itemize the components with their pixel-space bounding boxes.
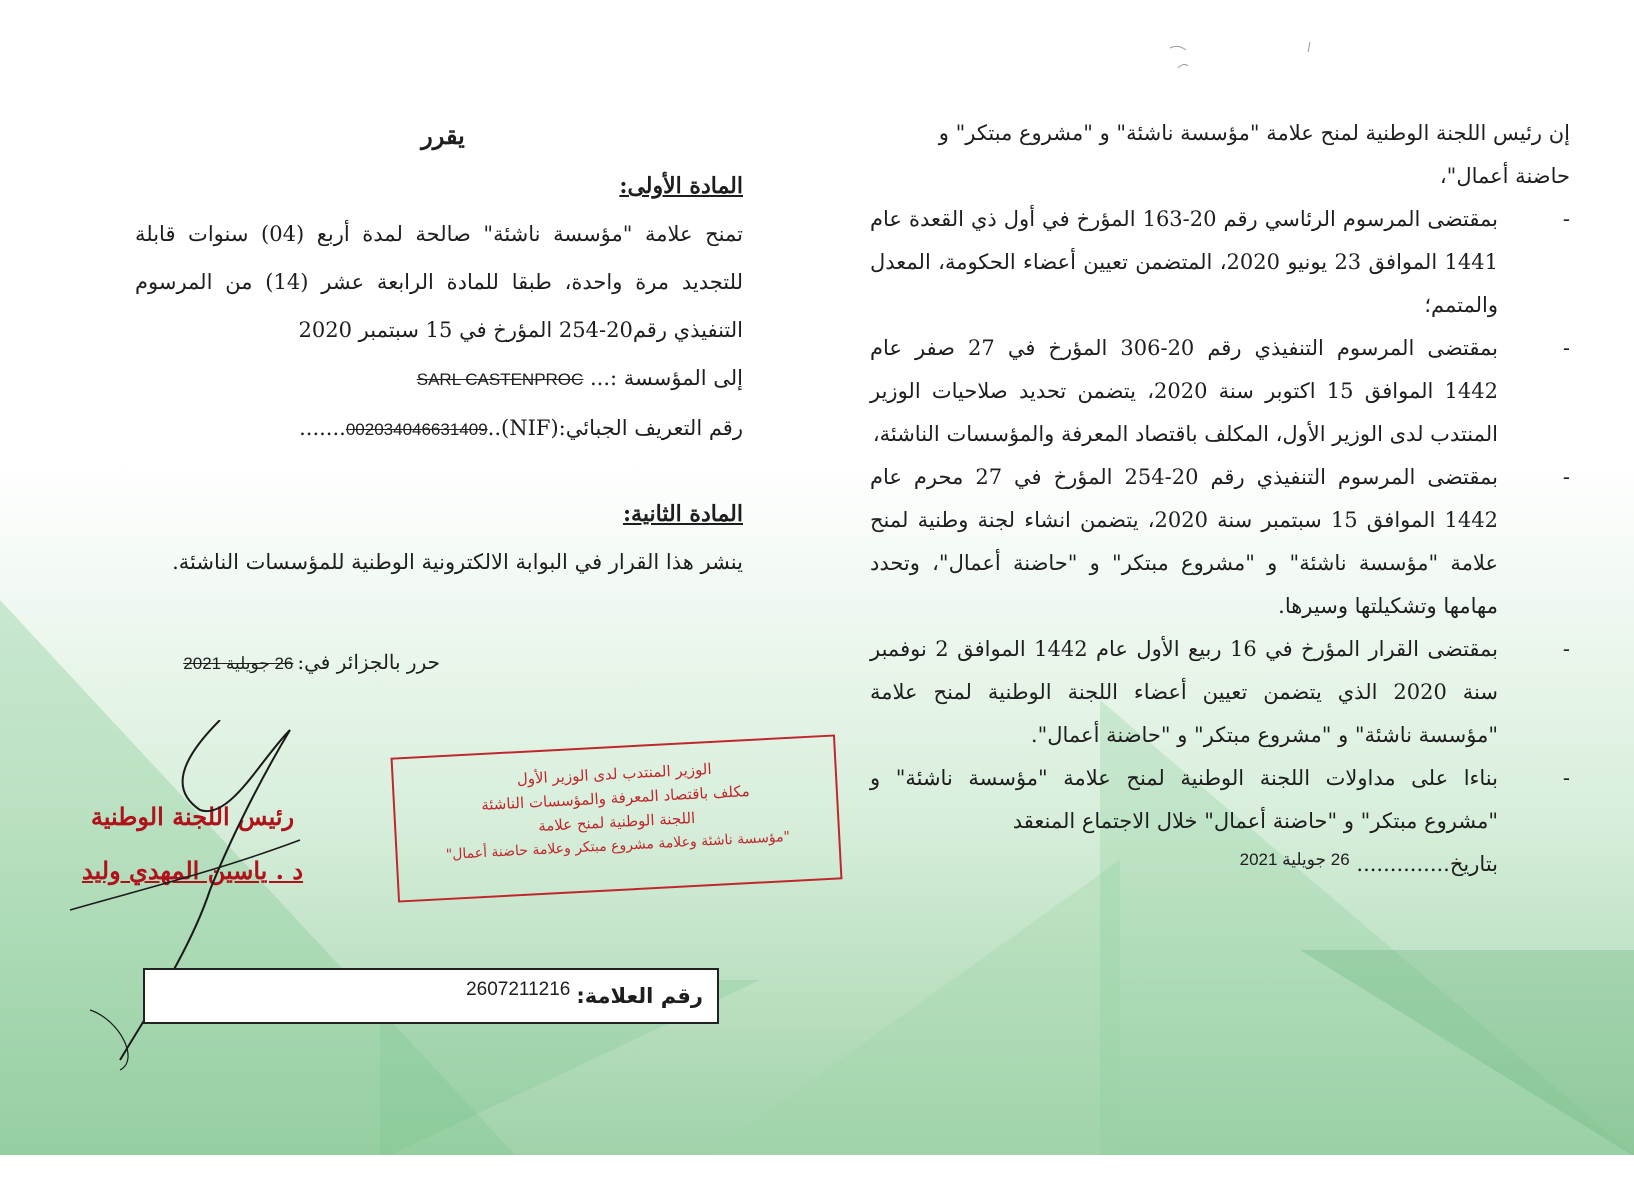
bullet-dash: -: [1562, 766, 1570, 790]
preamble-column: [870, 112, 1570, 887]
stamp-line: الوزير المنتدب لدى الوزير الأول: [516, 759, 712, 789]
company-label: إلى المؤسسة :...: [590, 366, 743, 390]
consideration-clause: [870, 456, 1570, 628]
handwritten-signature: [60, 720, 360, 1080]
consideration-clause: [870, 198, 1570, 327]
stamp-line: اللجنة الوطنية لمنح علامة: [537, 808, 696, 836]
nif-label: رقم التعريف الجبائي:(NIF)..: [487, 416, 743, 440]
bg-facet: [1300, 950, 1634, 1155]
clause-text: بمقتضى القرار المؤرخ في 16 ربيع الأول عام 1442 الموافق 2 نوفمبر سنة 2020 الذي يتضمن تعيين أعضاء اللجنة الوطنية لمنح علامة "مؤسسة ناشئة" و "مشروع مبتكر" و "حاضنة أعمال".: [870, 637, 1499, 747]
meeting-date-dots: ..............: [1356, 852, 1450, 876]
issued-label: حرر بالجزائر في:: [297, 650, 440, 674]
nif-value: 002034046631409: [345, 420, 488, 439]
issued-place-date: [140, 650, 440, 674]
clause-text: بناءا على مداولات اللجنة الوطنية لمنح علامة "مؤسسة ناشئة" و "مشروع مبتكر" و "حاضنة أعمال" خلال الاجتماع المنعقد: [870, 766, 1498, 833]
consideration-clause: [870, 628, 1570, 757]
intro-paragraph: [870, 112, 1570, 198]
intro-line: حاضنة أعمال"،: [1439, 164, 1570, 188]
article2-text: ينشر هذا القرار في البوابة الالكترونية الوطنية للمؤسسات الناشئة.: [172, 550, 743, 574]
official-stamp: [391, 734, 843, 902]
company-value: SARL CASTENPROC: [416, 370, 584, 389]
decision-column: [135, 112, 743, 586]
clause-text: بمقتضى المرسوم الرئاسي رقم 20-163 المؤرخ في أول ذي القعدة عام 1441 الموافق 23 يونيو 2020، المتضمن تعيين أعضاء الحكومة، المعدل والمتمم؛: [870, 207, 1498, 317]
spacer: [135, 454, 743, 490]
bullet-dash: -: [1562, 637, 1570, 661]
bullet-dash: -: [1562, 207, 1570, 231]
signer-title: رئيس اللجنة الوطنية: [90, 802, 295, 831]
nif-dots: .......: [299, 416, 346, 440]
signer-name: د . ياسين المهدي وليد: [81, 856, 304, 885]
company-line: [135, 354, 743, 404]
consideration-clause: [870, 757, 1570, 887]
stamp-line: مكلف باقتصاد المعرفة والمؤسسات الناشئة: [480, 782, 751, 815]
meeting-date-value: 26 جويلية 2021: [1239, 850, 1350, 869]
clause-text: بمقتضى المرسوم التنفيذي رقم 20-254 المؤرخ في 27 محرم عام 1442 الموافق 15 سبتمبر سنة 2020، يتضمن انشاء لجنة وطنية لمنح علامة "مؤسسة ناشئة" و "مشروع مبتكر" و "حاضنة أعمال"، وتحدد مهامها وتشكيلتها وسيرها.: [870, 465, 1498, 618]
mark-number-box: [143, 968, 719, 1024]
article1-title: المادة الأولى:: [619, 173, 743, 199]
intro-line: إن رئيس اللجنة الوطنية لمنح علامة "مؤسسة ناشئة" و "مشروع مبتكر" و: [938, 121, 1570, 145]
clause-text: بمقتضى المرسوم التنفيذي رقم 20-306 المؤرخ في 27 صفر عام 1442 الموافق 15 اكتوبر سنة 2020، يتضمن تحديد صلاحيات الوزير المنتدب لدى الوزير الأول، المكلف باقتصاد المعرفة والمؤسسات الناشئة،: [870, 336, 1498, 446]
nif-line: [135, 404, 743, 454]
bullet-dash: -: [1562, 465, 1570, 489]
mark-number-label: رقم العلامة:: [576, 984, 703, 1008]
bullet-dash: -: [1562, 336, 1570, 360]
article2-title: المادة الثانية:: [622, 501, 743, 527]
bg-facet: [700, 860, 1120, 1155]
scan-artifact-marks: [1160, 38, 1360, 98]
decision-title: يقرر: [421, 121, 465, 150]
consideration-clause: [870, 327, 1570, 456]
mark-number-value: 2607211216: [466, 979, 571, 1000]
meeting-date-label: بتاريخ: [1449, 852, 1498, 876]
article1-text: تمنح علامة "مؤسسة ناشئة" صالحة لمدة أربع (04) سنوات قابلة للتجديد مرة واحدة، طبقا للمادة الرابعة عشر (14) من المرسوم التنفيذي رقم20-254 المؤرخ في 15 سبتمبر 2020: [135, 222, 744, 342]
meeting-date-line: [870, 843, 1498, 887]
stamp-line: "مؤسسة ناشئة وعلامة مشروع مبتكر وعلامة حاضنة أعمال": [445, 828, 791, 863]
issued-value: 26 جويلية 2021: [183, 654, 294, 673]
